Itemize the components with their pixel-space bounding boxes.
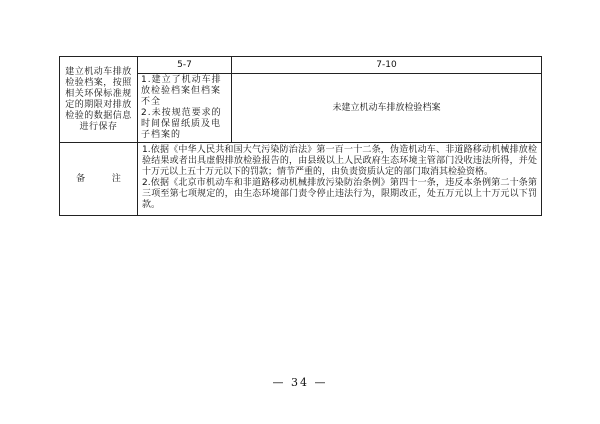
remark-paragraph-2: 2.依据《北京市机动车和非道路移动机械排放污染防治条例》第四十一条，违反本条例第二十条第三项至第七项规定的，由生态环境部门责令停止违法行为，限期改正，处五万元以上十万元以下罚款。 [142,178,537,210]
violation-item-2: 2.未按规范要求的时间保留纸质及电子档案的 [141,108,222,140]
remarks-label: 备 注 [60,143,138,216]
column-header-5-7: 5-7 [138,57,232,74]
violation-item-1: 1.建立了机动车排放检验档案但档案不全 [141,75,222,107]
violation-description-5-7 [138,74,232,143]
penalty-table [59,56,542,216]
column-header-7-10: 7-10 [232,57,542,74]
page-number: — 34 — [272,376,328,389]
remarks-content [138,143,542,216]
violation-description-7-10: 未建立机动车排放检验档案 [232,74,542,143]
remark-paragraph-1: 1.依据《中华人民共和国大气污染防治法》第一百一十二条，伪造机动车、非道路移动机械排放检验结果或者出具虚假排放检验报告的，由县级以上人民政府生态环境主管部门没收违法所得，并处十万元以上五十万元以下的罚款；情节严重的，由负责资质认定的部门取消其检验资格。 [142,145,537,177]
criterion-cell: 建立机动车排放检验档案，按照相关环保标准规定的期限对排放检验的数据信息进行保存 [60,57,138,143]
